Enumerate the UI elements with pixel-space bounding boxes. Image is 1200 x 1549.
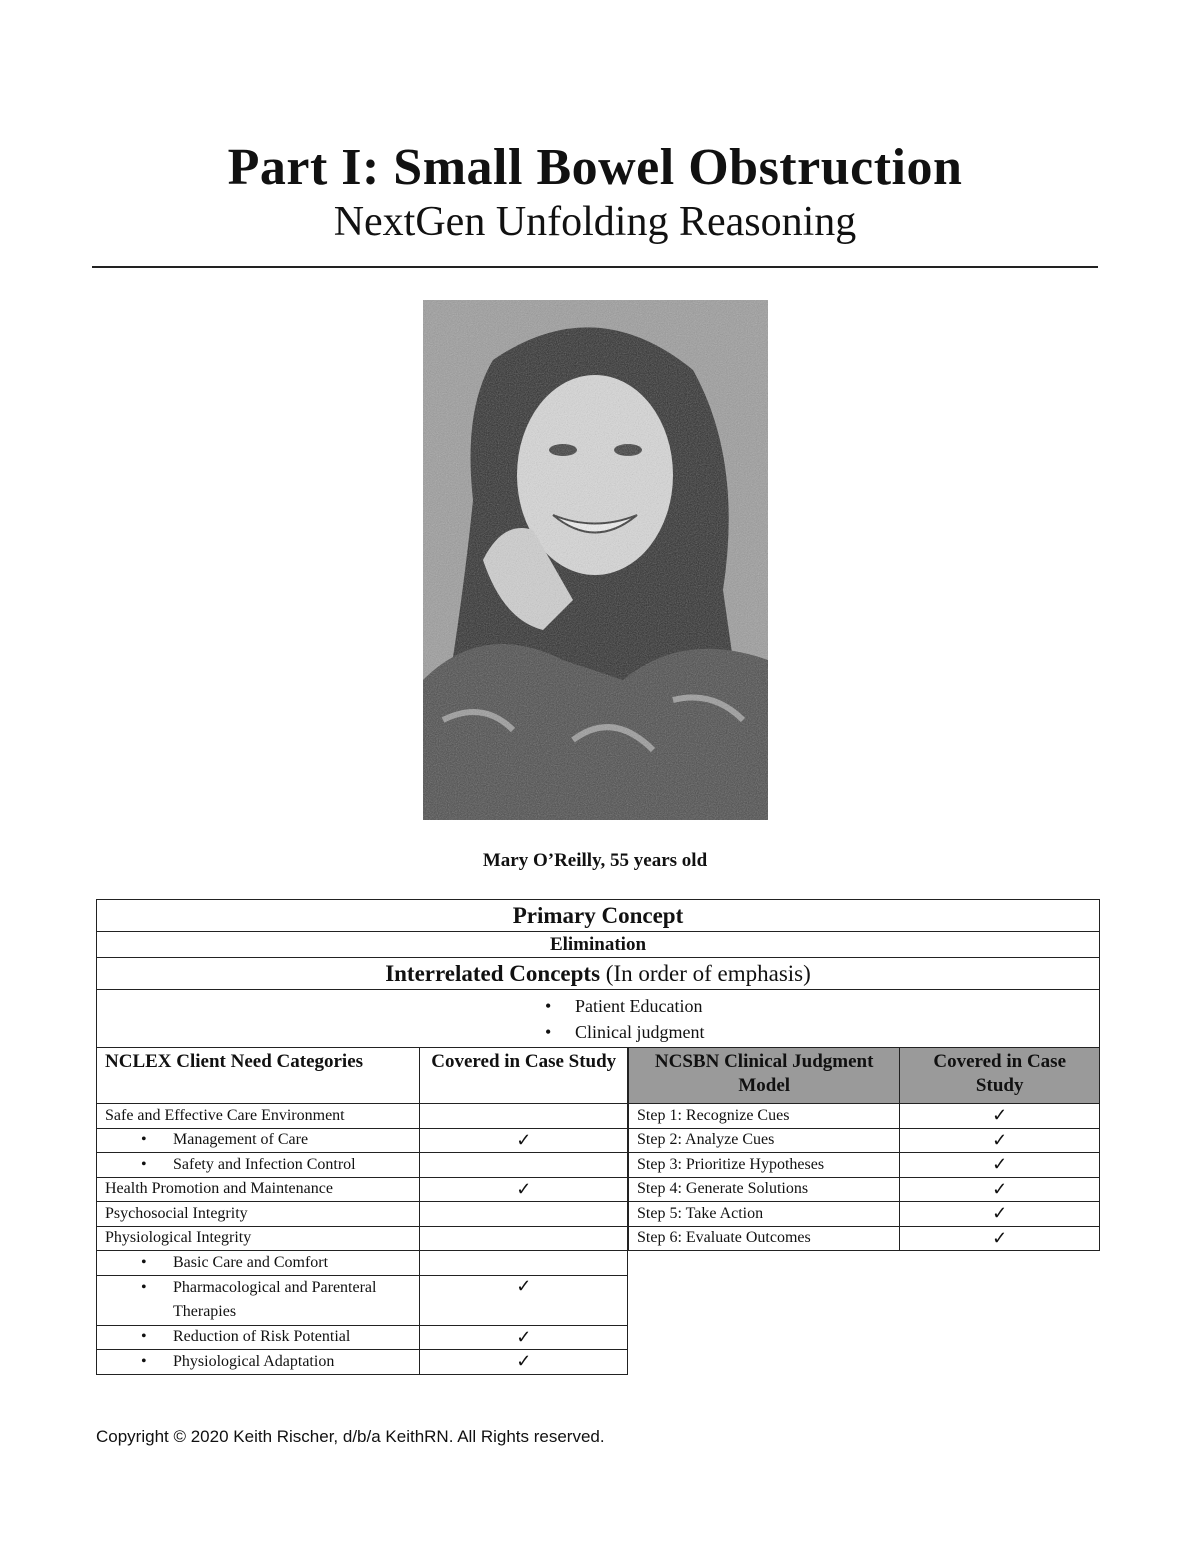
check-mark: ✓ [900, 1128, 1100, 1153]
check-mark: ✓ [420, 1325, 628, 1350]
check-mark [420, 1202, 628, 1227]
table-row [97, 1177, 628, 1202]
page-title: Part I: Small Bowel Obstruction [227, 139, 963, 196]
nclex-header-covered: Covered in Case Study [420, 1048, 628, 1104]
check-mark: ✓ [420, 1275, 628, 1325]
nclex-subcategory: Basic Care and Comfort [173, 1253, 329, 1271]
interrelated-concepts-header [97, 958, 1099, 990]
check-mark [420, 1104, 628, 1129]
ncsbn-header-covered: Covered in Case Study [900, 1048, 1100, 1104]
primary-concept-label: Primary Concept [97, 900, 1099, 932]
nclex-subcategory: Physiological Adaptation [173, 1352, 335, 1370]
check-mark [420, 1226, 628, 1251]
nclex-subcategory: Pharmacological and Parenteral Therapies [173, 1278, 377, 1320]
check-mark: ✓ [420, 1350, 628, 1375]
patient-caption: Mary O’Reilly, 55 years old [482, 850, 708, 871]
table-row [629, 1177, 1100, 1202]
interrelated-concepts-label: Interrelated Concepts [385, 961, 601, 986]
table-row [97, 1275, 628, 1325]
patient-photo [423, 300, 768, 820]
table-row [97, 1153, 628, 1178]
table-row [97, 1104, 628, 1129]
table-row [97, 1325, 628, 1350]
table-row [629, 1128, 1100, 1153]
check-mark: ✓ [420, 1128, 628, 1153]
nclex-category: Safe and Effective Care Environment [97, 1104, 420, 1129]
interrelated-concepts-list [97, 990, 1099, 1047]
table-row [97, 1128, 628, 1153]
check-mark: ✓ [900, 1226, 1100, 1251]
ncsbn-header-model: NCSBN Clinical Judgment Model [629, 1048, 900, 1104]
patient-portrait-image [423, 300, 768, 820]
table-row [97, 1251, 628, 1276]
nclex-category: Health Promotion and Maintenance [97, 1177, 420, 1202]
check-mark: ✓ [900, 1104, 1100, 1129]
copyright-notice: Copyright © 2020 Keith Rischer, d/b/a KeithRN. All Rights reserved. [96, 1427, 605, 1446]
check-mark: ✓ [900, 1202, 1100, 1227]
nclex-category: Physiological Integrity [97, 1226, 420, 1251]
primary-concept-value: Elimination [97, 932, 1099, 958]
nclex-header-category: NCLEX Client Need Categories [97, 1048, 420, 1104]
ncsbn-step: Step 4: Generate Solutions [629, 1177, 900, 1202]
ncsbn-step: Step 2: Analyze Cues [629, 1128, 900, 1153]
ncsbn-step: Step 1: Recognize Cues [629, 1104, 900, 1129]
ncsbn-step: Step 6: Evaluate Outcomes [629, 1226, 900, 1251]
list-item: • Patient Education [575, 993, 1099, 1019]
nclex-subcategory: Management of Care [173, 1131, 309, 1149]
check-mark: ✓ [900, 1177, 1100, 1202]
table-row [97, 1202, 628, 1227]
nclex-subcategory: Reduction of Risk Potential [173, 1328, 351, 1346]
concepts-box [96, 899, 1100, 1048]
table-row [629, 1226, 1100, 1251]
table-row [97, 1226, 628, 1251]
interrelated-concepts-note: (In order of emphasis) [605, 961, 811, 986]
ncsbn-table [628, 1047, 1100, 1251]
nclex-table [96, 1047, 628, 1375]
nclex-category: Psychosocial Integrity [97, 1202, 420, 1227]
table-row [97, 1350, 628, 1375]
page-subtitle: NextGen Unfolding Reasoning [333, 199, 857, 245]
ncsbn-step: Step 3: Prioritize Hypotheses [629, 1153, 900, 1178]
ncsbn-step: Step 5: Take Action [629, 1202, 900, 1227]
title-divider [92, 266, 1098, 268]
nclex-subcategory: Safety and Infection Control [173, 1155, 356, 1173]
table-row [629, 1104, 1100, 1129]
check-mark [420, 1251, 628, 1276]
list-item: • Clinical judgment [575, 1019, 1099, 1045]
check-mark: ✓ [900, 1153, 1100, 1178]
check-mark: ✓ [420, 1177, 628, 1202]
table-row [629, 1153, 1100, 1178]
table-row [629, 1202, 1100, 1227]
check-mark [420, 1153, 628, 1178]
